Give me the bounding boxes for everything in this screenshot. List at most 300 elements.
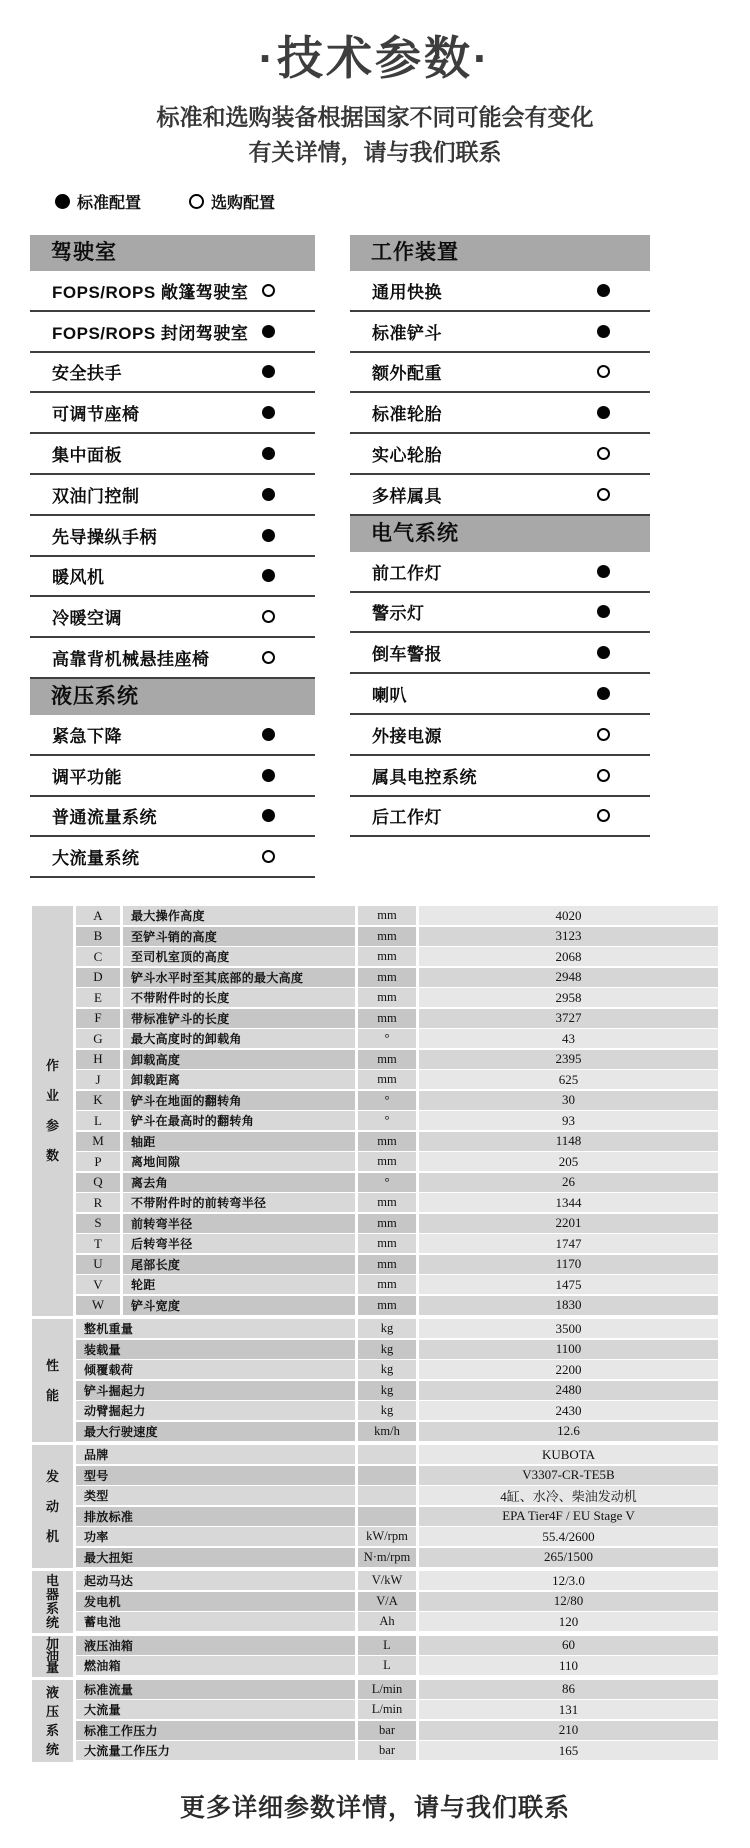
spec-unit: mm: [358, 927, 416, 946]
spec-value: 2201: [419, 1214, 718, 1233]
feature-label: 集中面板: [52, 446, 122, 466]
standard-config-dot-icon: [262, 488, 275, 501]
page-title: ·技术参数·: [258, 32, 492, 84]
spec-dimension-letter: K: [76, 1091, 120, 1110]
feature-label: 倒车警报: [372, 645, 442, 665]
spec-row: [76, 927, 718, 946]
spec-dimension-letter: F: [76, 1009, 120, 1028]
spec-label: 轴距: [123, 1132, 355, 1151]
spec-value: 210: [419, 1721, 718, 1740]
feature-label: 额外配重: [372, 364, 442, 384]
spec-unit: mm: [358, 968, 416, 987]
spec-group: [32, 1680, 718, 1762]
spec-group-label-char: 数: [45, 1148, 59, 1164]
spec-value: 12/3.0: [419, 1571, 718, 1590]
spec-row: [76, 1173, 718, 1192]
standard-config-dot-icon: [262, 569, 275, 582]
spec-unit: mm: [358, 988, 416, 1007]
spec-label: 蓄电池: [76, 1612, 355, 1631]
standard-config-dot-icon: [262, 529, 275, 542]
feature-label: 警示灯: [372, 604, 425, 624]
spec-label: 起动马达: [76, 1571, 355, 1590]
spec-label: 卸载高度: [123, 1050, 355, 1069]
feature-label: FOPS/ROPS 敞篷驾驶室: [52, 282, 249, 302]
spec-label: 大流量: [76, 1700, 355, 1719]
spec-row: [76, 1193, 718, 1212]
spec-row: [76, 1422, 718, 1441]
spec-row: [76, 906, 718, 925]
spec-value: 3500: [419, 1319, 718, 1338]
spec-label: 卸载距离: [123, 1070, 355, 1089]
optional-config-dot-icon: [597, 728, 610, 741]
spec-value: 12.6: [419, 1422, 718, 1441]
spec-group-rows: [76, 1445, 718, 1568]
spec-label: 品牌: [76, 1445, 355, 1464]
spec-row: [76, 947, 718, 966]
feature-section: [30, 679, 315, 878]
spec-value: 2480: [419, 1381, 718, 1400]
feature-row: [350, 715, 650, 756]
spec-group-label-char: 量: [45, 1660, 59, 1676]
spec-group-label-char: 压: [45, 1703, 59, 1719]
spec-value: 625: [419, 1070, 718, 1089]
spec-row: [76, 1029, 718, 1048]
spec-value: 1100: [419, 1340, 718, 1359]
spec-label: 尾部长度: [123, 1255, 355, 1274]
spec-label: 动臂掘起力: [76, 1401, 355, 1420]
feature-label: 可调节座椅: [52, 405, 140, 425]
standard-config-dot-icon: [597, 646, 610, 659]
spec-value: 265/1500: [419, 1548, 718, 1567]
spec-dimension-letter: V: [76, 1275, 120, 1294]
spec-label: 前转弯半径: [123, 1214, 355, 1233]
optional-config-dot-icon: [597, 365, 610, 378]
spec-label: 装载量: [76, 1340, 355, 1359]
standard-config-dot-icon: [597, 325, 610, 338]
standard-config-dot-icon: [262, 809, 275, 822]
spec-unit: [358, 1486, 416, 1505]
feature-row: [30, 353, 315, 394]
spec-label: 最大操作高度: [123, 906, 355, 925]
spec-value: 1170: [419, 1255, 718, 1274]
spec-group-rows: [76, 1571, 718, 1633]
spec-value: V3307-CR-TE5B: [419, 1466, 718, 1485]
spec-group-label: [32, 1571, 73, 1633]
spec-row: [76, 1656, 718, 1675]
feature-label: 标准轮胎: [372, 405, 442, 425]
spec-row: [76, 1132, 718, 1151]
optional-config-dot-icon: [262, 850, 275, 863]
spec-group-label-char: 系: [45, 1722, 59, 1738]
spec-unit: N·m/rpm: [358, 1548, 416, 1567]
spec-value: 4缸、水冷、柴油发动机: [419, 1486, 718, 1505]
spec-value: 110: [419, 1656, 718, 1675]
spec-value: 3123: [419, 927, 718, 946]
spec-unit: kg: [358, 1319, 416, 1338]
feature-label: 大流量系统: [52, 849, 140, 869]
standard-config-dot-icon: [597, 605, 610, 618]
spec-row: [76, 1009, 718, 1028]
spec-group-label-char: 参: [45, 1118, 59, 1134]
spec-row: [76, 1466, 718, 1485]
spec-group-label-char: 性: [45, 1357, 59, 1373]
spec-unit: [358, 1466, 416, 1485]
spec-unit: kW/rpm: [358, 1527, 416, 1546]
feature-row: [350, 552, 650, 593]
legend-standard-item: [55, 190, 141, 213]
spec-group-label-char: 机: [45, 1528, 59, 1544]
spec-value: 1148: [419, 1132, 718, 1151]
spec-unit: mm: [358, 1050, 416, 1069]
feature-row: [350, 593, 650, 634]
feature-column-left: [30, 235, 315, 878]
feature-row: [30, 756, 315, 797]
spec-row: [76, 1255, 718, 1274]
spec-row: [76, 1548, 718, 1567]
optional-config-dot-icon: [597, 488, 610, 501]
feature-label: 标准铲斗: [372, 323, 442, 343]
feature-label: 多样属具: [372, 486, 442, 506]
feature-row: [30, 516, 315, 557]
spec-label: 倾覆载荷: [76, 1360, 355, 1379]
spec-dimension-letter: M: [76, 1132, 120, 1151]
spec-label: 发电机: [76, 1592, 355, 1611]
spec-row: [76, 1741, 718, 1760]
spec-group-rows: [76, 1636, 718, 1677]
spec-dimension-letter: L: [76, 1111, 120, 1130]
spec-value: 1830: [419, 1296, 718, 1315]
spec-label: 后转弯半径: [123, 1234, 355, 1253]
spec-unit: [358, 1445, 416, 1464]
spec-row: [76, 1360, 718, 1379]
optional-config-dot-icon: [597, 769, 610, 782]
spec-unit: mm: [358, 906, 416, 925]
spec-value: 2068: [419, 947, 718, 966]
spec-unit: V/A: [358, 1592, 416, 1611]
spec-value: 1475: [419, 1275, 718, 1294]
spec-row: [76, 1111, 718, 1130]
spec-row: [76, 1571, 718, 1590]
spec-dimension-letter: Q: [76, 1173, 120, 1192]
spec-value: 26: [419, 1173, 718, 1192]
spec-group-label-char: 电: [45, 1572, 59, 1588]
feature-row: [350, 674, 650, 715]
feature-label: 外接电源: [372, 726, 442, 746]
spec-label: 铲斗宽度: [123, 1296, 355, 1315]
spec-label: 功率: [76, 1527, 355, 1546]
feature-section: [350, 235, 650, 516]
standard-config-dot-icon: [597, 687, 610, 700]
spec-row: [76, 1152, 718, 1171]
feature-row: [30, 557, 315, 598]
spec-group-label-char: 油: [45, 1648, 59, 1664]
feature-row: [350, 271, 650, 312]
spec-label: 液压油箱: [76, 1636, 355, 1655]
optional-config-dot-icon: [262, 610, 275, 623]
feature-row: [350, 353, 650, 394]
footer-note: 更多详细参数详情，请与我们联系: [179, 1793, 570, 1822]
feature-row: [30, 597, 315, 638]
spec-dimension-letter: E: [76, 988, 120, 1007]
spec-unit: kg: [358, 1360, 416, 1379]
spec-row: [76, 1401, 718, 1420]
spec-label: 最大扭矩: [76, 1548, 355, 1567]
spec-unit: L: [358, 1656, 416, 1675]
feature-label: 前工作灯: [372, 563, 442, 583]
spec-row: [76, 1592, 718, 1611]
spec-dimension-letter: J: [76, 1070, 120, 1089]
spec-label: 不带附件时的长度: [123, 988, 355, 1007]
spec-row: [76, 1721, 718, 1740]
spec-dimension-letter: D: [76, 968, 120, 987]
feature-label: 普通流量系统: [52, 808, 157, 828]
feature-row: [350, 434, 650, 475]
spec-row: [76, 1381, 718, 1400]
spec-value: EPA Tier4F / EU Stage V: [419, 1507, 718, 1526]
spec-label: 整机重量: [76, 1319, 355, 1338]
spec-group-rows: [76, 1319, 718, 1442]
spec-group-label-char: 业: [45, 1088, 59, 1104]
spec-group-label-char: 系: [45, 1600, 59, 1616]
spec-dimension-letter: T: [76, 1234, 120, 1253]
spec-value: 2200: [419, 1360, 718, 1379]
feature-row: [350, 797, 650, 838]
spec-label: 至司机室顶的高度: [123, 947, 355, 966]
spec-row: [76, 988, 718, 1007]
spec-unit: km/h: [358, 1422, 416, 1441]
spec-group-rows: [76, 1680, 718, 1762]
spec-group-label-char: 器: [45, 1586, 59, 1602]
spec-value: 2958: [419, 988, 718, 1007]
spec-unit: °: [358, 1091, 416, 1110]
spec-value: 1747: [419, 1234, 718, 1253]
feature-section: [30, 235, 315, 679]
spec-row: [76, 968, 718, 987]
spec-value: 4020: [419, 906, 718, 925]
spec-value: 165: [419, 1741, 718, 1760]
spec-row: [76, 1486, 718, 1505]
config-legend: [55, 190, 750, 213]
feature-label: 实心轮胎: [372, 446, 442, 466]
spec-row: [76, 1507, 718, 1526]
spec-unit: mm: [358, 1275, 416, 1294]
spec-unit: mm: [358, 1255, 416, 1274]
spec-group-label: [32, 1680, 73, 1762]
spec-label: 标准流量: [76, 1680, 355, 1699]
feature-label: 先导操纵手柄: [52, 527, 157, 547]
spec-value: KUBOTA: [419, 1445, 718, 1464]
spec-label: 带标准铲斗的长度: [123, 1009, 355, 1028]
spec-label: 排放标准: [76, 1507, 355, 1526]
spec-dimension-letter: W: [76, 1296, 120, 1315]
spec-unit: mm: [358, 947, 416, 966]
spec-label: 离地间隙: [123, 1152, 355, 1171]
spec-row: [76, 1445, 718, 1464]
feature-label: 暖风机: [52, 568, 105, 588]
spec-row: [76, 1214, 718, 1233]
spec-value: 131: [419, 1700, 718, 1719]
spec-row: [76, 1612, 718, 1631]
spec-label: 离去角: [123, 1173, 355, 1192]
spec-unit: °: [358, 1029, 416, 1048]
standard-config-dot-icon: [262, 406, 275, 419]
standard-config-dot-icon: [262, 728, 275, 741]
spec-table: [32, 906, 718, 1762]
standard-config-dot-icon: [262, 447, 275, 460]
spec-row: [76, 1296, 718, 1315]
spec-unit: mm: [358, 1234, 416, 1253]
spec-row: [76, 1070, 718, 1089]
spec-unit: mm: [358, 1152, 416, 1171]
feature-label: 安全扶手: [52, 364, 122, 384]
legend-optional-item: [189, 190, 275, 213]
spec-unit: bar: [358, 1741, 416, 1760]
spec-group: [32, 1445, 718, 1568]
spec-group-label-char: 作: [45, 1058, 59, 1074]
feature-row: [30, 271, 315, 312]
spec-dimension-letter: A: [76, 906, 120, 925]
spec-group-label-char: 液: [45, 1684, 59, 1700]
spec-unit: kg: [358, 1340, 416, 1359]
feature-row: [350, 633, 650, 674]
standard-config-dot-icon: [262, 365, 275, 378]
spec-unit: L/min: [358, 1680, 416, 1699]
spec-value: 12/80: [419, 1592, 718, 1611]
standard-config-dot-icon: [55, 194, 70, 209]
standard-config-dot-icon: [597, 284, 610, 297]
spec-unit: mm: [358, 1214, 416, 1233]
spec-group: [32, 906, 718, 1316]
spec-value: 3727: [419, 1009, 718, 1028]
spec-group-label-char: 动: [45, 1498, 59, 1514]
spec-row: [76, 1527, 718, 1546]
spec-group-label: [32, 1319, 73, 1442]
optional-config-dot-icon: [262, 651, 275, 664]
spec-label: 至铲斗销的高度: [123, 927, 355, 946]
feature-section-header: 电气系统: [350, 516, 650, 552]
spec-label: 燃油箱: [76, 1656, 355, 1675]
feature-label: FOPS/ROPS 封闭驾驶室: [52, 323, 249, 343]
spec-label: 最大高度时的卸载角: [123, 1029, 355, 1048]
spec-value: 60: [419, 1636, 718, 1655]
spec-row: [76, 1275, 718, 1294]
feature-label: 后工作灯: [372, 808, 442, 828]
spec-unit: mm: [358, 1070, 416, 1089]
spec-label: 铲斗水平时至其底部的最大高度: [123, 968, 355, 987]
spec-unit: Ah: [358, 1612, 416, 1631]
spec-group-label-char: 能: [45, 1387, 59, 1403]
legend-optional-label: 选购配置: [211, 195, 276, 212]
subtitle-line-1: 标准和选购装备根据国家不同可能会有变化: [156, 104, 594, 130]
feature-label: 喇叭: [372, 686, 407, 706]
spec-value: 30: [419, 1091, 718, 1110]
feature-row: [30, 638, 315, 679]
feature-label: 调平功能: [52, 767, 122, 787]
feature-section: [350, 516, 650, 838]
spec-unit: mm: [358, 1193, 416, 1212]
spec-value: 1344: [419, 1193, 718, 1212]
feature-section-header: 液压系统: [30, 679, 315, 715]
spec-label: 不带附件时的前转弯半径: [123, 1193, 355, 1212]
spec-unit: mm: [358, 1132, 416, 1151]
spec-group-label: [32, 906, 73, 1316]
spec-row: [76, 1091, 718, 1110]
subtitle-line-2: 有关详情，请与我们联系: [248, 139, 502, 165]
spec-unit: L/min: [358, 1700, 416, 1719]
spec-group: [32, 1571, 718, 1633]
spec-label: 铲斗掘起力: [76, 1381, 355, 1400]
spec-value: 2430: [419, 1401, 718, 1420]
spec-row: [76, 1234, 718, 1253]
spec-dimension-letter: B: [76, 927, 120, 946]
spec-unit: kg: [358, 1381, 416, 1400]
feature-label: 双油门控制: [52, 486, 140, 506]
spec-row: [76, 1050, 718, 1069]
spec-unit: °: [358, 1173, 416, 1192]
spec-dimension-letter: C: [76, 947, 120, 966]
spec-value: 2395: [419, 1050, 718, 1069]
spec-label: 型号: [76, 1466, 355, 1485]
spec-label: 标准工作压力: [76, 1721, 355, 1740]
spec-value: 86: [419, 1680, 718, 1699]
feature-row: [30, 837, 315, 878]
feature-row: [30, 475, 315, 516]
feature-row: [30, 715, 315, 756]
standard-config-dot-icon: [597, 565, 610, 578]
spec-row: [76, 1680, 718, 1699]
spec-dimension-letter: G: [76, 1029, 120, 1048]
standard-config-dot-icon: [262, 325, 275, 338]
spec-unit: °: [358, 1111, 416, 1130]
standard-config-dot-icon: [262, 769, 275, 782]
spec-unit: [358, 1507, 416, 1526]
feature-section-header: 驾驶室: [30, 235, 315, 271]
spec-unit: mm: [358, 1009, 416, 1028]
spec-group-label: [32, 1445, 73, 1568]
spec-value: 120: [419, 1612, 718, 1631]
spec-dimension-letter: U: [76, 1255, 120, 1274]
spec-group: [32, 1319, 718, 1442]
feature-label: 通用快换: [372, 282, 442, 302]
spec-group-label: [32, 1636, 73, 1677]
feature-label: 紧急下降: [52, 726, 122, 746]
spec-value: 2948: [419, 968, 718, 987]
legend-standard-label: 标准配置: [77, 195, 142, 212]
feature-column-right: [350, 235, 650, 837]
feature-columns: [30, 235, 720, 878]
spec-dimension-letter: S: [76, 1214, 120, 1233]
spec-value: 55.4/2600: [419, 1527, 718, 1546]
feature-row: [30, 434, 315, 475]
spec-label: 大流量工作压力: [76, 1741, 355, 1760]
standard-config-dot-icon: [597, 406, 610, 419]
spec-label: 最大行驶速度: [76, 1422, 355, 1441]
spec-group-label-char: 发: [45, 1468, 59, 1484]
spec-label: 铲斗在最高时的翻转角: [123, 1111, 355, 1130]
spec-label: 轮距: [123, 1275, 355, 1294]
feature-label: 冷暖空调: [52, 609, 122, 629]
feature-row: [350, 393, 650, 434]
spec-dimension-letter: P: [76, 1152, 120, 1171]
spec-value: 205: [419, 1152, 718, 1171]
feature-row: [30, 797, 315, 838]
feature-label: 属具电控系统: [372, 767, 477, 787]
spec-row: [76, 1319, 718, 1338]
spec-row: [76, 1636, 718, 1655]
feature-label: 高靠背机械悬挂座椅: [52, 650, 210, 670]
spec-unit: V/kW: [358, 1571, 416, 1590]
spec-dimension-letter: H: [76, 1050, 120, 1069]
